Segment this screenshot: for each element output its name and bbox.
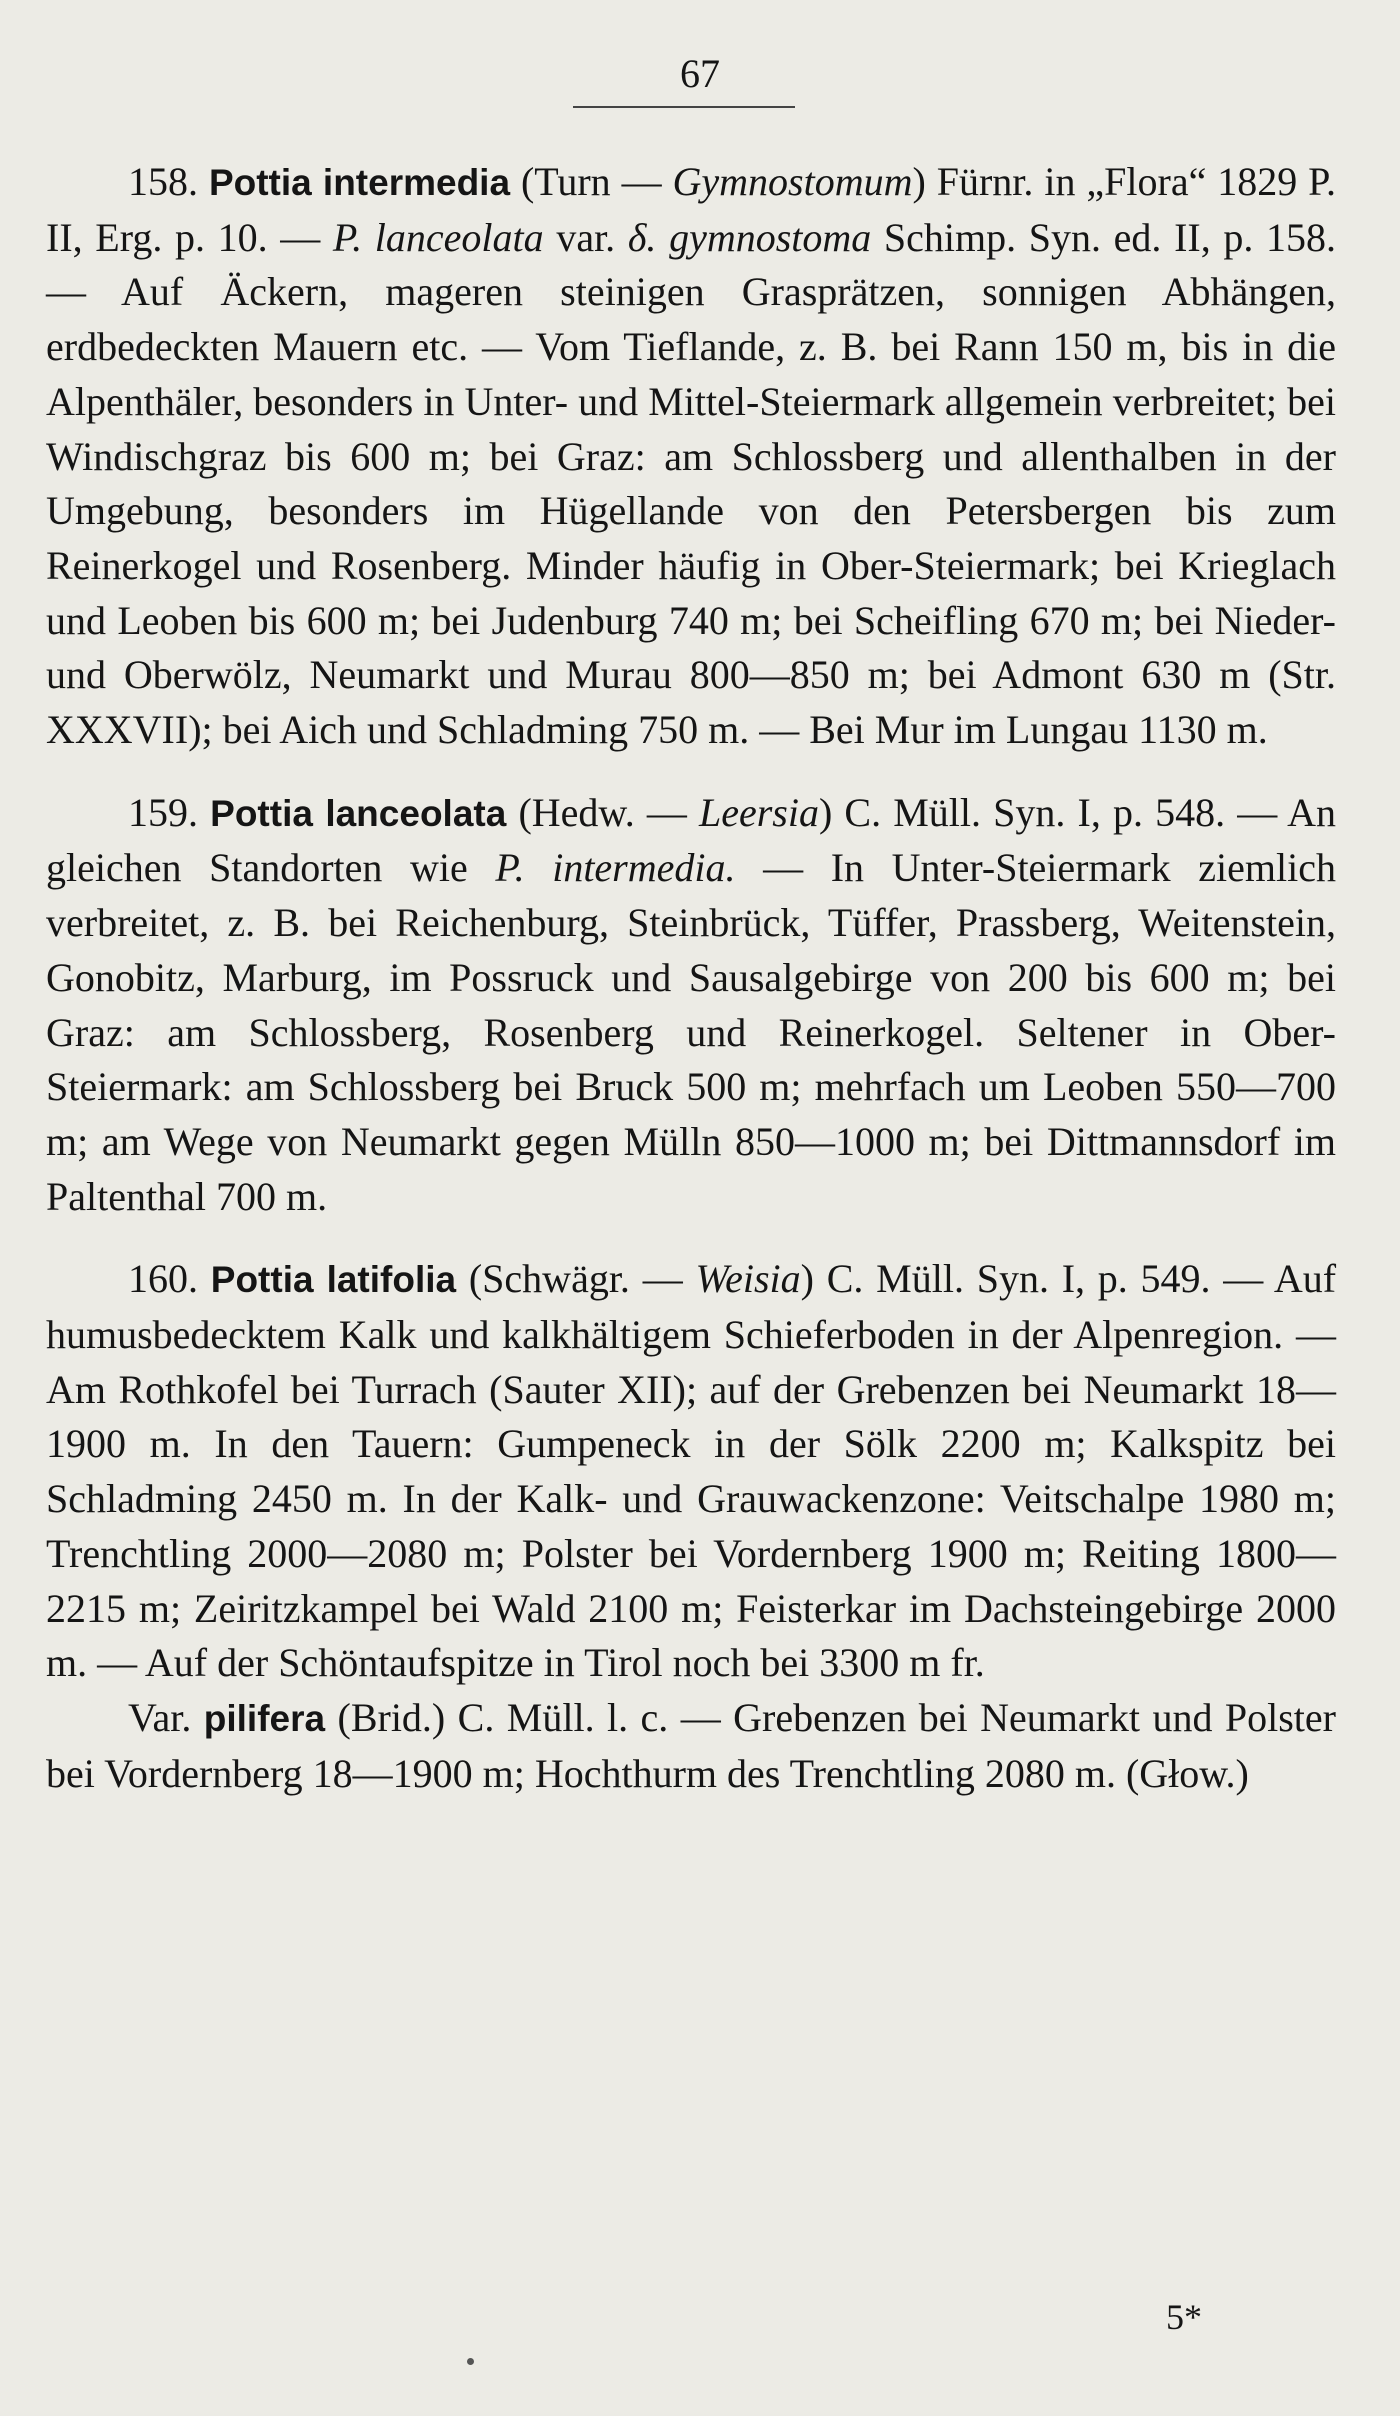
species-name: Pottia intermedia (208, 162, 511, 203)
entry-text: (Brid.) C. Müll. l. c. — Grebenzen bei Neumarkt und Polster bei Vordernberg 18—1900 m; Hochthurm des Trenchtling 2080 m. (Głow.) (46, 1694, 1336, 1796)
page-body (46, 155, 1336, 1801)
entry-160 (46, 1252, 1336, 1691)
entry-text: (Schwägr. — (456, 1256, 696, 1302)
entry-158 (46, 155, 1336, 758)
cited-species: P. lanceolata (332, 214, 544, 260)
entry-number: 159. (128, 789, 198, 835)
entry-159 (46, 786, 1336, 1225)
variety-name: δ. gymnostoma (627, 214, 872, 260)
variety-name: pilifera (203, 1697, 326, 1739)
entry-text: (Hedw. — (506, 789, 699, 835)
variety-entry (46, 1691, 1336, 1801)
synonym-genus: Gymnostomum (672, 159, 913, 204)
entry-text: var. (543, 214, 628, 260)
entry-number: 158. (128, 159, 198, 204)
printer-signature: 5* (1166, 2297, 1202, 2337)
entry-text: Schimp. Syn. ed. II, p. 158. — Auf Äckern, mageren steinigen Grasprätzen, sonnigen Abhängen, erdbedeckten Mauern etc. — Vom Tieflande, z. B. bei Rann 150 m, bis in die Alpenthäler, besonders in Unter- und Mittel-Steiermark allgemein verbreitet; bei Windischgraz bis 600 m; bei Graz: am Schlossberg und allenthalben in der Umgebung, besonders im Hügellande von den Petersbergen bis zum Reinerkogel und Rosenberg. Minder häufig in Ober-Steiermark; bei Krieglach und Leoben bis 600 m; bei Judenburg 740 m; bei Scheifling 670 m; bei Nieder- und Oberwölz, Neumarkt und Murau 800—850 m; bei Admont 630 m (Str. XXXVII); bei Aich und Schladming 750 m. — Bei Mur im Lungau 1130 m. (46, 214, 1337, 753)
header-rule (573, 106, 795, 108)
species-name: Pottia lanceolata (210, 792, 507, 834)
entry-number: 160. (128, 1256, 198, 1302)
cited-species: P. intermedia. (495, 845, 736, 891)
page-number: 67 (680, 51, 720, 96)
entry-text: ) C. Müll. Syn. I, p. 548. — An gleichen Standorten wie (46, 789, 1337, 891)
entry-text: ) Fürnr. in „Flora“ 1829 P. II, Erg. p. 10. — (46, 159, 1336, 260)
variety-prefix: Var. (128, 1694, 204, 1740)
paper-speck (467, 2358, 474, 2365)
entry-text: ) C. Müll. Syn. I, p. 549. — Auf humusbedecktem Kalk und kalkhältigem Schieferboden in der Alpenregion. — Am Rothkofel bei Turrach (Sauter XII); auf der Grebenzen bei Neumarkt 18—1900 m. In den Tauern: Gumpeneck in der Sölk 2200 m; Kalkspitz bei Schladming 2450 m. In der Kalk- und Grauwackenzone: Veitschalpe 1980 m; Trenchtling 2000—2080 m; Polster bei Vordernberg 1900 m; Reiting 1800—2215 m; Zeiritzkampel bei Wald 2100 m; Feisterkar im Dachsteingebirge 2000 m. — Auf der Schöntaufspitze in Tirol noch bei 3300 m fr. (46, 1256, 1337, 1686)
synonym-genus: Leersia (698, 789, 819, 835)
species-name: Pottia latifolia (210, 1259, 457, 1301)
entry-text: — In Unter-Steiermark ziemlich verbreitet, z. B. bei Reichenburg, Steinbrück, Tüffer, Prassberg, Weitenstein, Gonobitz, Marburg, im Possruck und Sausalgebirge von 200 bis 600 m; bei Graz: am Schlossberg, Rosenberg und Reinerkogel. Seltener in Ober-Steiermark: am Schlossberg bei Bruck 500 m; mehrfach um Leoben 550—700 m; am Wege von Neumarkt gegen Mülln 850—1000 m; bei Dittmannsdorf im Paltenthal 700 m. (46, 845, 1336, 1219)
synonym-genus: Weisia (695, 1256, 801, 1302)
entry-text: (Turn — (510, 159, 673, 204)
